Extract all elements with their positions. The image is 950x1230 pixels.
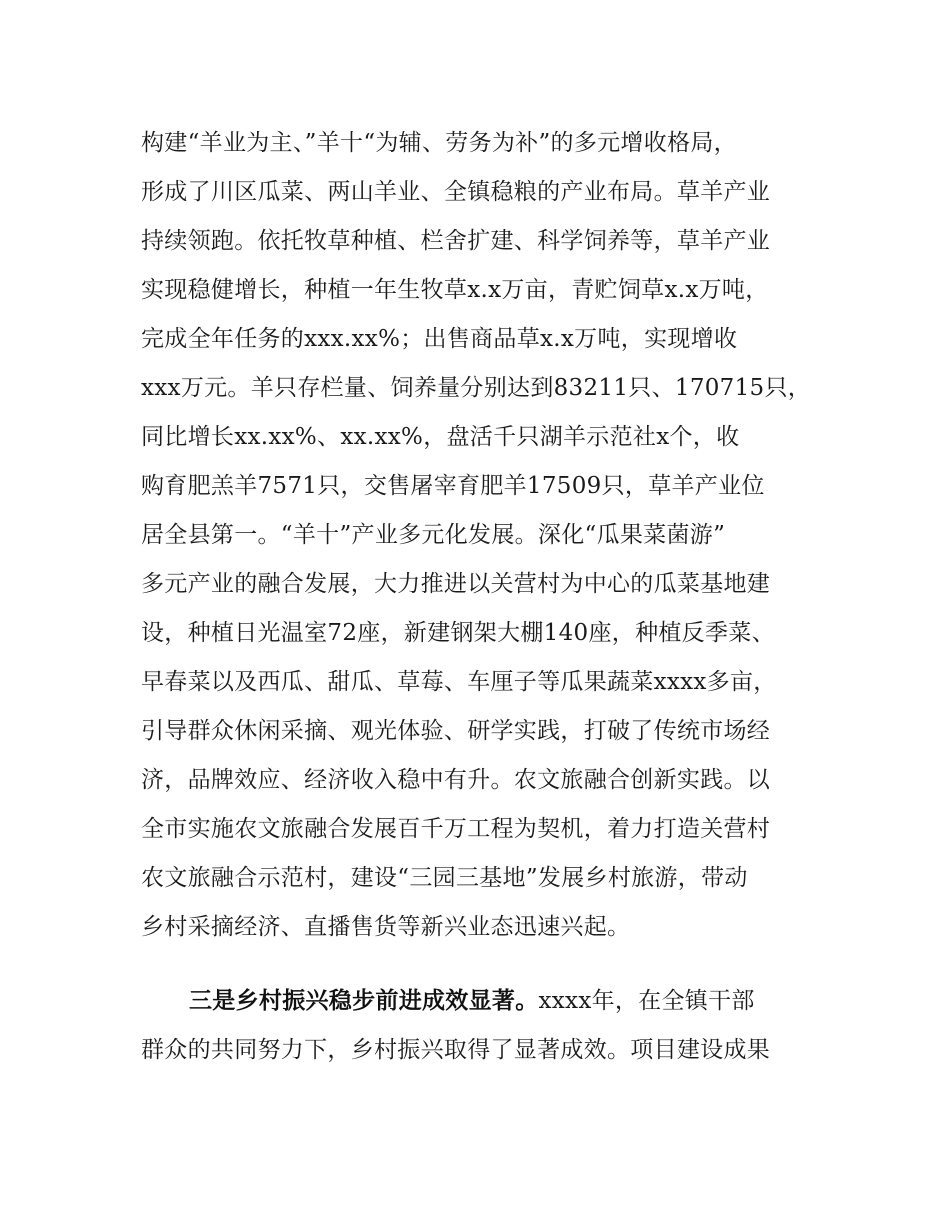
section-3-heading: 三是乡村振兴稳步前进成效显著。 (189, 988, 539, 1014)
paragraph-line-6: xxx万元。羊只存栏量、饲养量分别达到83211只、170715只， (141, 375, 812, 401)
section-3-first-line (189, 986, 889, 1016)
paragraph-line-15: 全市实施农文旅融合发展百千万工程为契机，着力打造关营村 (141, 816, 771, 842)
section-3-line-2: 群众的共同努力下，乡村振兴取得了显著成效。项目建设成果 (141, 1037, 771, 1063)
paragraph-line-4: 实现稳健增长，种植一年生牧草x.x万亩，青贮饲草x.x万吨， (141, 277, 769, 303)
paragraph-line-12: 早春菜以及西瓜、甜瓜、草莓、车厘子等瓜果蔬菜xxxx多亩， (141, 669, 777, 695)
section-3-line-1-text: xxxx年，在全镇干部 (538, 988, 755, 1014)
paragraph-line-5: 完成全年任务的xxx.xx%；出售商品草x.x万吨，实现增收 (141, 326, 738, 352)
paragraph-line-7: 同比增长xx.xx%、xx.xx%，盘活千只湖羊示范社x个，收 (141, 424, 740, 450)
paragraph-line-16: 农文旅融合示范村，建设“三园三基地”发展乡村旅游，带动 (141, 865, 748, 891)
paragraph-line-8: 购育肥羔羊7571只，交售屠宰育肥羊17509只，草羊产业位 (141, 473, 765, 499)
paragraph-line-3: 持续领跑。依托牧草种植、栏舍扩建、科学饲养等，草羊产业 (141, 228, 771, 254)
paragraph-line-9: 居全县第一。“羊十”产业多元化发展。深化“瓜果菜菌游” (141, 522, 726, 548)
paragraph-line-1: 构建“羊业为主、”羊十“为辅、劳务为补”的多元增收格局， (141, 130, 737, 156)
paragraph-line-17: 乡村采摘经济、直播售货等新兴业态迅速兴起。 (141, 914, 631, 940)
paragraph-line-13: 引导群众休闲采摘、观光体验、研学实践，打破了传统市场经 (141, 718, 771, 744)
paragraph-line-2: 形成了川区瓜菜、两山羊业、全镇稳粮的产业布局。草羊产业 (141, 179, 771, 205)
paragraph-line-11: 设，种植日光温室72座，新建钢架大棚140座，种植反季菜、 (141, 620, 775, 646)
paragraph-line-10: 多元产业的融合发展，大力推进以关营村为中心的瓜菜基地建 (141, 571, 771, 597)
paragraph-line-14: 济，品牌效应、经济收入稳中有升。农文旅融合创新实践。以 (141, 767, 771, 793)
